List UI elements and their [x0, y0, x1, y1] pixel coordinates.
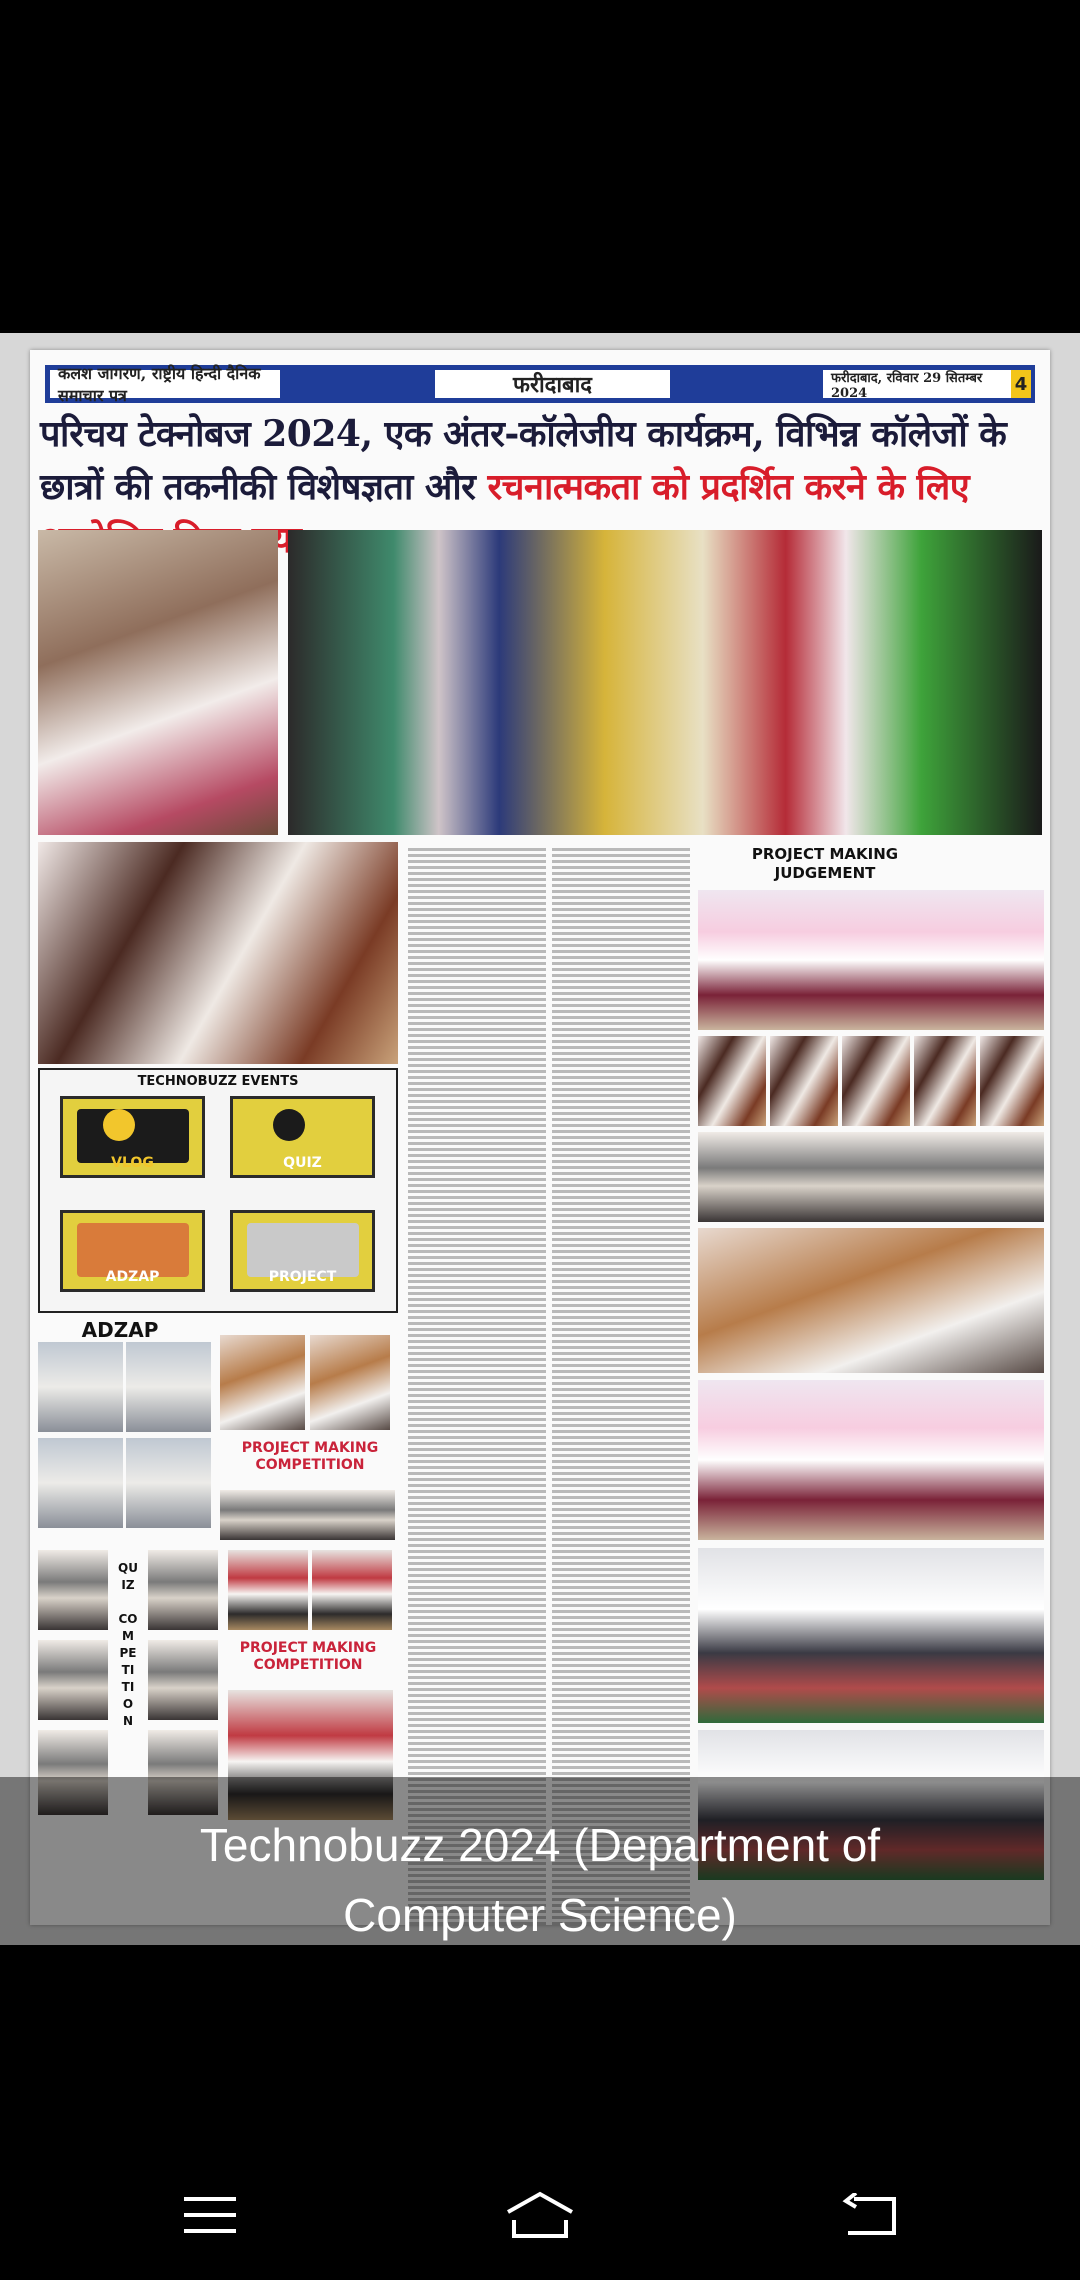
photo-judgement-7	[698, 1132, 1044, 1222]
event-vlog	[60, 1096, 205, 1178]
back-icon	[842, 2193, 898, 2237]
event-project-label: PROJECT	[268, 1269, 337, 1285]
photo-project-3	[220, 1490, 395, 1540]
photo-quiz-5	[148, 1640, 218, 1720]
photo-judgement-3	[770, 1036, 838, 1126]
photo-judgement-1	[698, 890, 1044, 1030]
photo-quiz-4	[148, 1550, 218, 1630]
masthead	[45, 365, 1035, 403]
photo-lamp-lighting	[38, 530, 278, 835]
project-making-label-1: PROJECT MAKING COMPETITION	[241, 1440, 379, 1473]
event-quiz	[230, 1096, 375, 1178]
caption-line-1: Technobuzz 2024 (Department of	[199, 1819, 881, 1871]
headline-red: रचनात्मकता को प्रदर्शित करने के लिए	[487, 466, 970, 508]
caption-line-2: Computer Science)	[343, 1889, 737, 1941]
photo-judgement-6	[980, 1036, 1044, 1126]
article-text-column-2	[552, 845, 690, 1925]
masthead-city: फरीदाबाद	[435, 370, 670, 398]
photo-quiz-1	[38, 1550, 108, 1630]
photo-project-1	[220, 1335, 305, 1430]
menu-button[interactable]	[165, 2180, 255, 2250]
photo-judgement-2	[698, 1036, 766, 1126]
article-text-column-1	[408, 845, 546, 1925]
menu-icon	[184, 2195, 236, 2235]
quiz-vertical-label	[118, 1560, 138, 1730]
headline-black: परिचय टेक्नोबज 2024, एक अंतर-कॉलेजीय कार्यक्रम, विभिन्न कॉलेजों के छात्रों की तकनीकी विशेषज्ञता और	[40, 413, 1007, 508]
event-quiz-label: QUIZ	[283, 1155, 322, 1171]
photo-judgement-5	[914, 1036, 976, 1126]
bulb-icon	[273, 1109, 305, 1141]
home-icon	[504, 2190, 576, 2240]
photo-adzap-4	[126, 1438, 211, 1528]
photo-winners-2	[698, 1548, 1044, 1723]
masthead-date: फरीदाबाद, रविवार 29 सितम्बर 2024	[823, 370, 1011, 398]
image-caption	[60, 1810, 1020, 1950]
photo-winners-1	[698, 1380, 1044, 1540]
masthead-publication: कलश जागरण, राष्ट्रीय हिन्दी दैनिक समाचार पत्र	[50, 370, 280, 398]
event-vlog-label: VLOG	[111, 1155, 154, 1171]
photo-adzap-2	[126, 1342, 211, 1432]
event-project	[230, 1210, 375, 1292]
project-making-label-2: PROJECT MAKING COMPETITION	[239, 1640, 377, 1673]
quiz-vertical-1: QUIZ	[118, 1561, 138, 1592]
photo-group-faculty	[288, 530, 1042, 835]
technobuzz-events-box	[38, 1068, 398, 1313]
events-title: TECHNOBUZZ EVENTS	[137, 1074, 299, 1089]
camera-icon	[103, 1109, 135, 1141]
photo-adzap-1	[38, 1342, 123, 1432]
adzap-label: ADZAP	[81, 1318, 159, 1342]
photo-quiz-2	[38, 1640, 108, 1720]
home-button[interactable]	[495, 2180, 585, 2250]
event-adzap-label: ADZAP	[105, 1269, 160, 1285]
photo-judgement-4	[842, 1036, 910, 1126]
photo-project-4	[228, 1550, 308, 1630]
quiz-vertical-2: COMPETITION	[118, 1612, 138, 1728]
back-button[interactable]	[825, 2180, 915, 2250]
photo-project-5	[312, 1550, 392, 1630]
photo-project-2	[310, 1335, 390, 1430]
photo-adzap-3	[38, 1438, 123, 1528]
page-number: 4	[1011, 370, 1031, 398]
top-black-area	[0, 0, 1080, 333]
photo-audience	[698, 1228, 1044, 1373]
newspaper-page[interactable]	[30, 350, 1050, 1925]
judgement-label: PROJECT MAKING JUDGEMENT	[751, 845, 899, 882]
photo-students-laptop	[38, 842, 398, 1064]
event-adzap	[60, 1210, 205, 1292]
